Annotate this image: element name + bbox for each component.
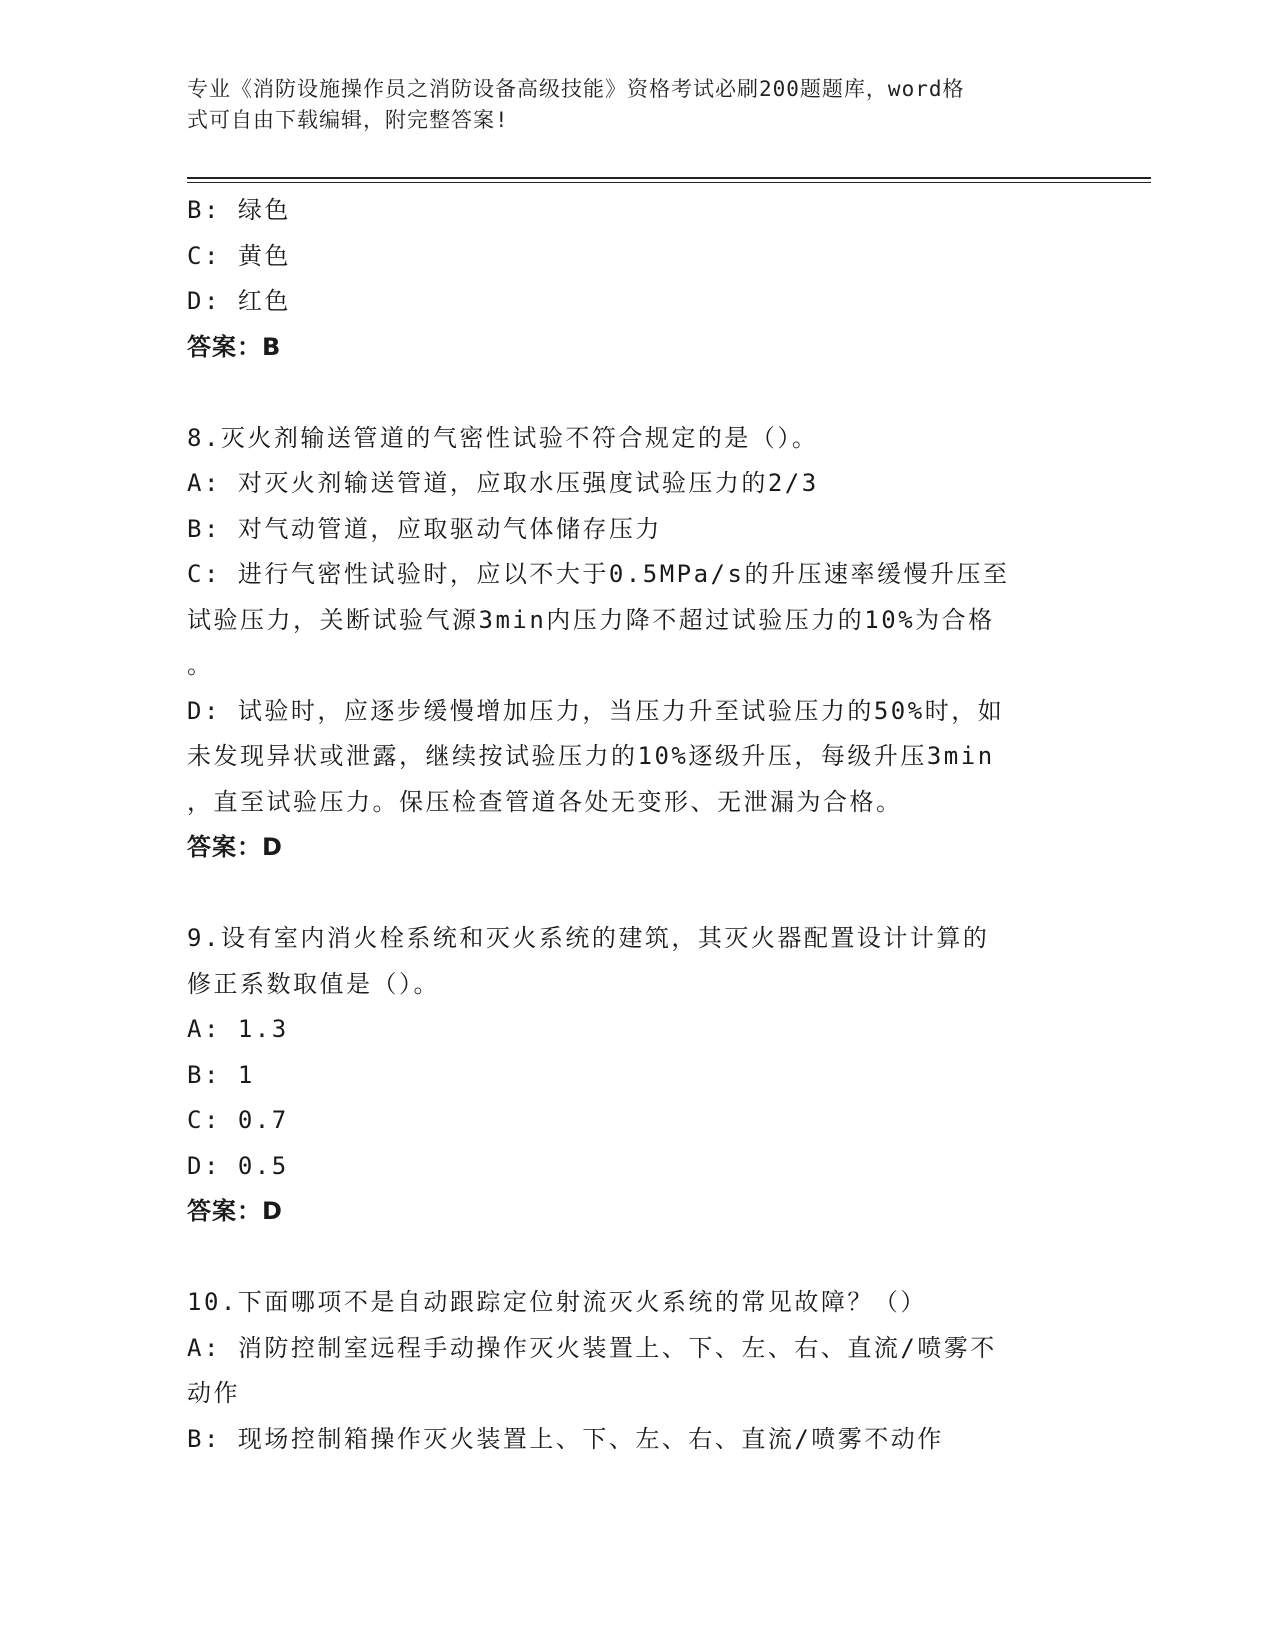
q8-option-b: B: 对气动管道，应取驱动气体储存压力 [187, 514, 662, 543]
q7-answer: 答案：B [187, 332, 282, 361]
q7-option-c: C: 黄色 [187, 241, 291, 270]
q10-option-a-line-2: 动作 [187, 1379, 240, 1407]
q9-stem-line-1: 9.设有室内消火栓系统和灭火系统的建筑，其灭火器配置设计计算的 [187, 924, 990, 952]
document-header [187, 74, 1067, 136]
question-10-block [187, 1280, 1067, 1462]
q8-option-c-line-2: 试验压力，关断试验气源3min内压力降不超过试验压力的10%为合格 [187, 605, 995, 634]
q8-answer: 答案：D [187, 833, 283, 861]
q8-option-c-line-3: 。 [187, 651, 214, 679]
q9-option-d: D: 0.5 [187, 1151, 289, 1180]
q8-option-d-line-3: ，直至试验压力。保压检查管道各处无变形、无泄漏为合格。 [187, 787, 903, 816]
q9-answer: 答案：D [187, 1197, 283, 1225]
q7-option-b: B: 绿色 [187, 196, 291, 224]
q8-option-d-line-2: 未发现异状或泄露，继续按试验压力的10%逐级升压，每级升压3min [187, 742, 995, 770]
q8-option-a: A: 对灭火剂输送管道，应取水压强度试验压力的2/3 [187, 469, 819, 497]
q10-option-a-line-1: A: 消防控制室远程手动操作灭火装置上、下、左、右、直流/喷雾不 [187, 1333, 997, 1362]
q9-option-b: B: 1 [187, 1060, 255, 1089]
q9-option-c: C: 0.7 [187, 1106, 289, 1134]
header-line-1: 专业《消防设施操作员之消防设备高级技能》资格考试必刷200题题库，word格 [187, 77, 965, 101]
q7-option-d: D: 红色 [187, 287, 291, 315]
q10-option-b: B: 现场控制箱操作灭火装置上、下、左、右、直流/喷雾不动作 [187, 1424, 944, 1453]
header-line-2: 式可自由下载编辑，附完整答案! [187, 108, 509, 132]
q9-option-a: A: 1.3 [187, 1015, 289, 1043]
header-divider-thin [187, 182, 1151, 183]
question-9-block [187, 916, 1067, 1235]
q8-option-d-line-1: D: 试验时，应逐步缓慢增加压力，当压力升至试验压力的50%时，如 [187, 696, 1005, 725]
q8-stem: 8.灭火剂输送管道的气密性试验不符合规定的是（）。 [187, 423, 819, 452]
q9-stem-line-2: 修正系数取值是（）。 [187, 969, 440, 998]
q8-option-c-line-1: C: 进行气密性试验时，应以不大于0.5MPa/s的升压速率缓慢升压至 [187, 560, 1010, 588]
header-divider-thick [187, 177, 1151, 179]
spacer [187, 1235, 1067, 1281]
question-7-block [187, 188, 1067, 370]
spacer [187, 871, 1067, 917]
q10-stem: 10.下面哪项不是自动跟踪定位射流灭火系统的常见故障？（） [187, 1288, 927, 1316]
spacer [187, 370, 1067, 416]
question-content [187, 188, 1067, 1462]
question-8-block [187, 416, 1067, 871]
